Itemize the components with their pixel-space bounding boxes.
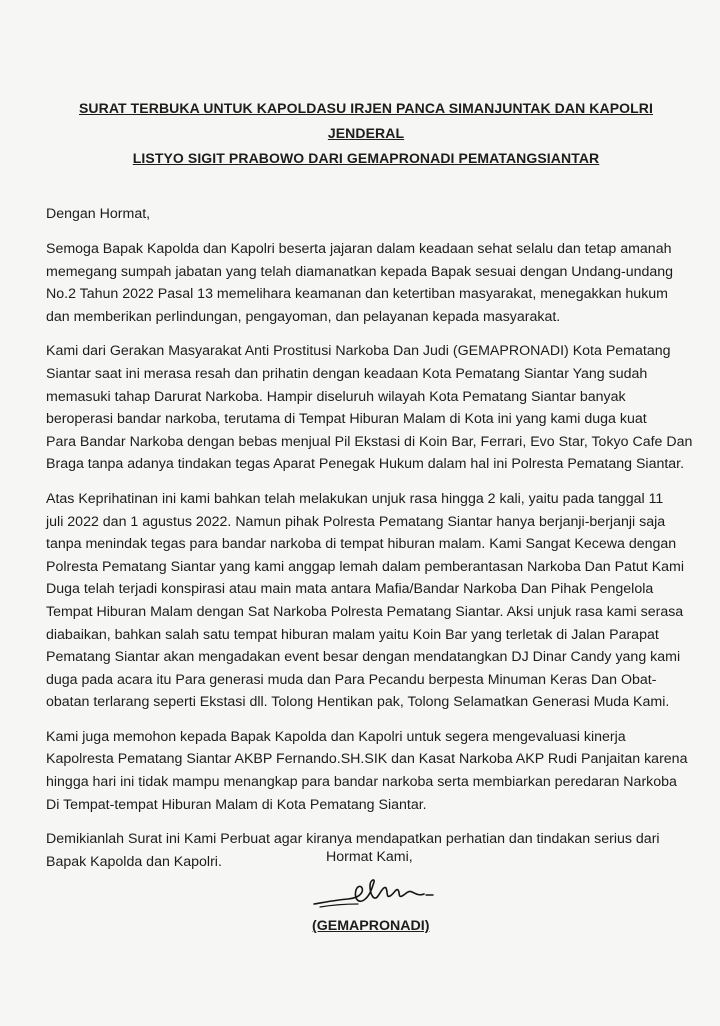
text-line: Polresta Pematang Siantar yang kami anggap lemah dalam pemberantasan Narkoba Dan Patut Kami xyxy=(46,558,685,575)
text-line: Kami dari Gerakan Masyarakat Anti Prostitusi Narkoba Dan Judi (GEMAPRONADI) Kota Pematang xyxy=(46,343,671,360)
text-line: Semoga Bapak Kapolda dan Kapolri beserta jajaran dalam keadaan sehat selalu dan tetap amanah xyxy=(46,241,672,257)
signature-image xyxy=(312,874,437,912)
text-line: Kapolresta Pematang Siantar AKBP Fernando.SH.SIK dan Kasat Narkoba AKP Rudi Panjaitan karena xyxy=(46,751,688,768)
paragraph-3 xyxy=(46,488,686,714)
text-line: Siantar saat ini merasa resah dan prihatin dengan keadaan Kota Pematang Siantar Yang sudah xyxy=(46,365,648,382)
text-line: obatan terlarang seperti Ekstasi dll. Tolong Hentikan pak, Tolong Selamatkan Generasi Muda Kami. xyxy=(46,694,670,711)
text-line: dan memberikan perlindungan, pengayoman, dan pelayanan kepada masyarakat. xyxy=(46,308,561,325)
text-line: Atas Keprihatinan ini kami bahkan telah melakukan unjuk rasa hingga 2 kali, yaitu pada tanggal 11 xyxy=(46,490,664,507)
paragraph-4 xyxy=(46,726,686,816)
text-line: diabaikan, bahkan salah satu tempat hiburan malam yaitu Koin Bar yang terletak di Jalan Parapat xyxy=(46,626,659,643)
text-line: Bapak Kapolda dan Kapolri. xyxy=(46,853,222,870)
text-line: hingga hari ini tidak mampu menangkap para bandar narkoba serta membiarkan peredaran Narkoba xyxy=(46,774,677,791)
paragraph-1 xyxy=(46,238,686,328)
closing-salutation: Hormat Kami, xyxy=(326,849,413,865)
text-line: Tempat Hiburan Malam dengan Sat Narkoba Polresta Pematang Siantar. Aksi unjuk rasa kami serasa xyxy=(46,603,684,620)
text-line: memegang sumpah jabatan yang telah diamanatkan kepada Bapak sesuai dengan Undang-undang xyxy=(46,263,674,280)
letter-title xyxy=(46,96,686,171)
signature-block xyxy=(312,846,452,936)
text-line: juli 2022 dan 1 agustus 2022. Namun pihak Polresta Pematang Siantar hanya berjanji-berjanji saja xyxy=(46,513,666,530)
text-line: beroperasi bandar narkoba, terutama di Tempat Hiburan Malam di Kota ini yang kami duga kuat xyxy=(46,411,647,428)
text-line: Di Tempat-tempat Hiburan Malam di Kota Pematang Siantar. xyxy=(46,796,427,813)
text-line: Demikianlah Surat ini Kami Perbuat agar kiranya mendapatkan perhatian dan tindakan serius dari xyxy=(46,831,660,848)
text-line: No.2 Tahun 2022 Pasal 13 memelihara keamanan dan ketertiban masyarakat, menegakkan hukum xyxy=(46,286,668,303)
letter-title-line: SURAT TERBUKA UNTUK KAPOLDASU IRJEN PANCA SIMANJUNTAK DAN KAPOLRI JENDERAL xyxy=(78,100,654,141)
text-line: tanpa menindak tegas para bandar narkoba di tempat hiburan malam. Kami Sangat Kecewa dengan xyxy=(46,536,677,553)
text-line: Braga tanpa adanya tindakan tegas Aparat Penegak Hukum dalam hal ini Polresta Pematang Siantar. xyxy=(46,456,685,473)
paragraph-2 xyxy=(46,340,693,476)
text-line: memasuki tahap Darurat Narkoba. Hampir diseluruh wilayah Kota Pematang Siantar banyak xyxy=(46,388,626,405)
text-line: Pematang Siantar akan mengadakan event besar dengan mendatangkan DJ Dinar Candy yang kami xyxy=(46,649,681,666)
letter-title-line: LISTYO SIGIT PRABOWO DARI GEMAPRONADI PEMATANGSIANTAR xyxy=(132,150,600,166)
text-line: duga pada acara itu Para generasi muda dan Para Pecandu berpesta Minuman Keras Dan Obat- xyxy=(46,671,657,688)
text-line: Para Bandar Narkoba dengan bebas menjual Pil Ekstasi di Koin Bar, Ferrari, Evo Star, Tokyo Cafe Dan xyxy=(46,433,693,450)
text-line: Kami juga memohon kepada Bapak Kapolda dan Kapolri untuk segera mengevaluasi kinerja xyxy=(46,728,626,745)
letter-greeting: Dengan Hormat, xyxy=(46,206,151,222)
text-line: Duga telah terjadi konspirasi atau main mata antara Mafia/Bandar Narkoba Dan Pihak Pengelola xyxy=(46,581,654,598)
organization-name: (GEMAPRONADI) xyxy=(312,918,430,934)
